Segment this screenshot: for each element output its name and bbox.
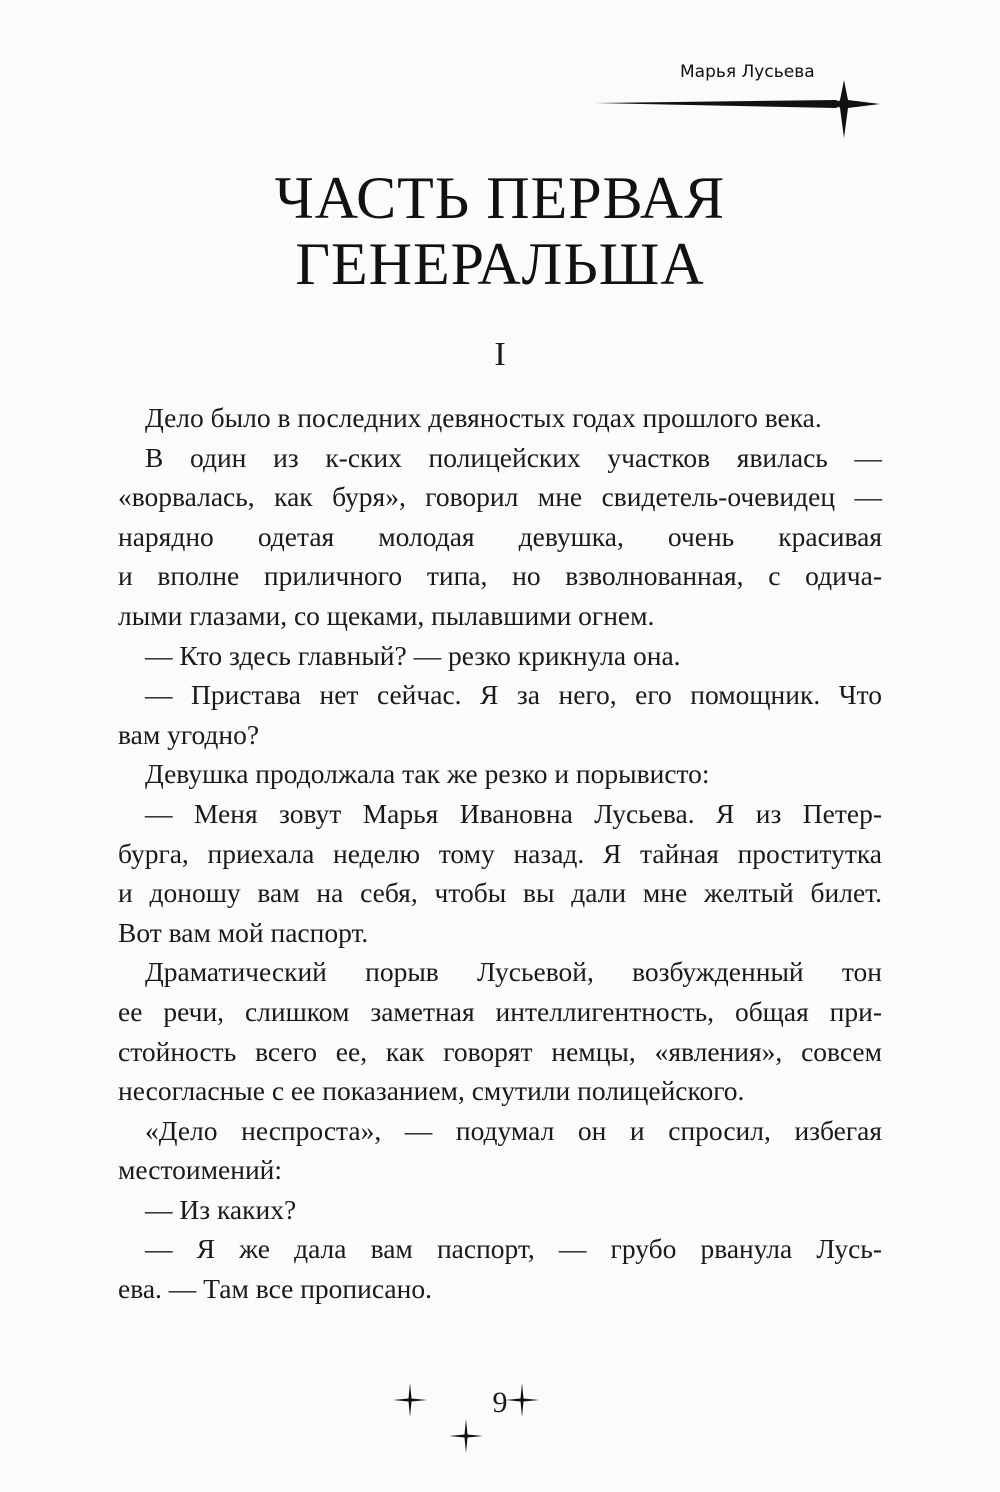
running-head-author: Марья Лусьева <box>680 62 815 82</box>
text-line: — Кто здесь главный? — резко крикнула она. <box>145 639 681 671</box>
text-line: «ворвалась, как буря», говорил мне свидетель-очевидец — <box>118 481 882 513</box>
text-line: — Меня зовут Марья Ивановна Лусьева. Я из Петер- <box>145 797 882 829</box>
text-line: — Пристава нет сейчас. Я за него, его помощник. Что <box>145 679 882 711</box>
text-line: В один из к-ских полицейских участков явилась — <box>145 441 882 473</box>
text-line: ева. — Там все прописано. <box>118 1273 432 1305</box>
text-line: местоимений: <box>118 1154 283 1186</box>
text-line: «Дело неспроста», — подумал он и спросил, избегая <box>145 1114 882 1146</box>
text-line: несогласные с ее показанием, смутили полицейского. <box>118 1075 745 1107</box>
text-line: стойность всего ее, как говорят немцы, «явления», совсем <box>118 1035 882 1067</box>
star-ornament-icon <box>448 1418 484 1454</box>
text-line: и доношу вам на себя, чтобы вы дали мне желтый билет. <box>118 877 882 909</box>
text-line: нарядно одетая молодая девушка, очень красивая <box>118 520 882 552</box>
text-line: Вот вам мой паспорт. <box>118 916 369 948</box>
star-rule-ornament <box>596 80 896 140</box>
page-number: 9 <box>492 1386 508 1419</box>
body-text <box>118 398 882 1309</box>
part-subtitle: ГЕНЕРАЛЬША <box>295 231 705 297</box>
text-line: бурга, приехала неделю тому назад. Я тайная проститутка <box>118 837 882 869</box>
text-line: Дело было в последних девяностых годах прошлого века. <box>145 402 822 433</box>
text-line: — Я же дала вам паспорт, — грубо рванула Лусь- <box>145 1233 882 1265</box>
text-line: лыми глазами, со щеками, пылавшими огнем. <box>118 599 655 631</box>
part-title: ЧАСТЬ ПЕРВАЯ <box>274 165 726 231</box>
text-line: Девушка продолжала так же резко и порывисто: <box>145 758 710 790</box>
star-ornament-icon <box>504 1382 540 1418</box>
text-line: и вполне приличного типа, но взволнованная, с одича- <box>118 560 882 592</box>
chapter-number: I <box>494 336 506 373</box>
text-line: вам угодно? <box>118 718 260 750</box>
text-line: Драматический порыв Лусьевой, возбужденный тон <box>145 956 882 988</box>
text-line: — Из каких? <box>145 1193 297 1225</box>
text-line: ее речи, слишком заметная интеллигентность, общая при- <box>118 995 882 1027</box>
